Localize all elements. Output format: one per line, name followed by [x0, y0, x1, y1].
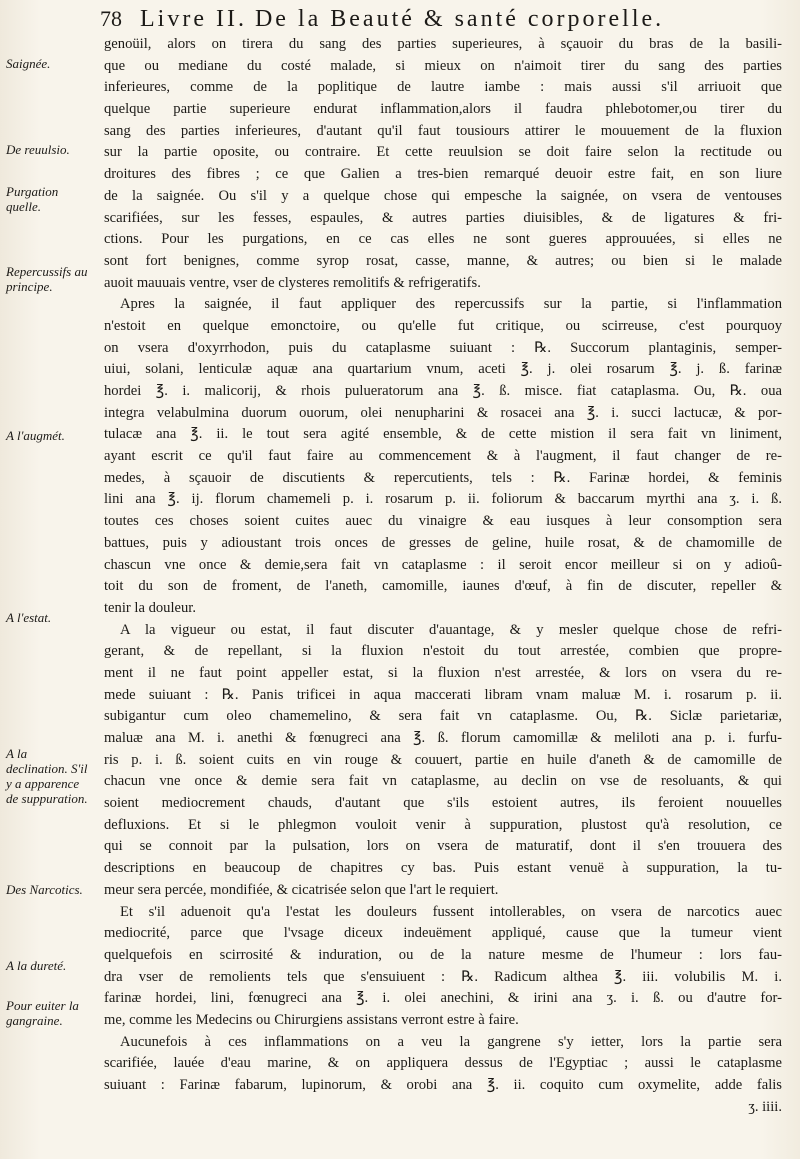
text-line: defluxions. Et si le phlegmon vouloit venir à suppuration, plustost qu'à resolution, ce	[104, 816, 782, 833]
text-line: on vsera d'oxyrrhodon, puis du cataplasme suiuant : ℞. Succorum plantaginis, semper-	[104, 339, 782, 356]
text-line: lini ana ℥. ij. florum chamemeli p. i. rosarum p. ii. foliorum & baccarum myrthi ana ʒ. i. ß.	[104, 491, 782, 508]
margin-note: Purgation quelle.	[6, 184, 59, 214]
text-line: farinæ hordei, lini, fœnugreci ana ℥. i. olei anechini, & irini ana ʒ. i. ß. ou d'autre for-	[104, 990, 782, 1007]
book-label: Livre II.	[140, 6, 247, 32]
text-line: ʒ. iiii.	[748, 1098, 782, 1115]
text-line: ctions. Pour les purgations, en ce cas elles ne sont gueres approuuées, si elles ne	[104, 231, 782, 248]
text-line: gerant, & de repellant, si la fluxion n'estoit du tout arrestée, combien que propre-	[104, 643, 782, 660]
margin-notes	[6, 0, 90, 1159]
text-line: subigantur cum oleo chamemelino, & sera fait vn cataplasme. Ou, ℞. Siclæ parietariæ,	[104, 708, 782, 725]
text-line: A la vigueur ou estat, il faut discuter d'auantage, & y mesler quelque chose de refri-	[120, 621, 782, 638]
margin-note: Saignée.	[6, 56, 51, 71]
text-line: integra velabulmina duorum ouorum, olei nenupharini & rosacei ana ℥. i. succi lactucæ, & por-	[104, 404, 782, 421]
text-line: ris p. i. ß. soient cuits en vin rouge & couuert, partie en huile d'aneth & de camomille de	[104, 751, 782, 768]
text-line: mede suiuant : ℞. Panis trificei in aqua maccerati libram vnam maluæ M. i. rosarum p. ii.	[104, 686, 782, 703]
text-line: descriptions en beaucoup de chapitres cy bas. Puis estant venuë à suppuration, la tu-	[104, 860, 782, 877]
text-line: inferieures, comme de la poplitique de lautre iambe : mais aussi s'il arriuoit que	[104, 79, 782, 96]
text-line: suiuant : Farinæ fabarum, lupinorum, & orobi ana ℥. ii. coquito cum oxymelite, adde falis	[104, 1077, 782, 1093]
margin-note: A l'estat.	[6, 610, 52, 625]
text-line: uiui, solani, lenticulæ aquæ ana quartarium vnum, aceti ℥. j. olei rosarum ℥. j. ß. farinæ	[104, 361, 782, 378]
margin-note: A la declination. S'il y a apparence de suppuration.	[6, 746, 88, 806]
text-line: mediocrité, parce que l'vsage diceux indeuëment appliqué, cause que la tumeur vient	[104, 925, 782, 942]
text-line: sont fort benignes, comme syrop rosat, casse, manne, & autres; ou bien si le malade	[104, 252, 782, 269]
text-line: quelquefois en scirrosité & induration, ou de la nature mesme de l'humeur : lors fau-	[104, 946, 782, 963]
margin-note: Pour euiter la gangraine.	[6, 998, 79, 1028]
margin-note: Des Narcotics.	[6, 882, 83, 897]
text-line: tenir la douleur.	[104, 599, 196, 616]
text-line: hordei ℥. i. malicorij, & rhois pulueratorum ana ℥. ß. misce. fiat cataplasma. Ou, ℞. oua	[104, 383, 782, 399]
text-line: ayant escrit ce qu'il faut faire au commencement & à l'augment, il faut changer de re-	[104, 448, 782, 465]
text-line: Et s'il aduenoit qu'a l'estat les douleurs fussent intollerables, on vsera de narcotics auec	[120, 903, 782, 920]
text-line: qui se connoit par la pulsation, lors on vsera de maturatif, dont il s'en trouuera des	[104, 838, 782, 855]
text-line: dra vser de remolients tels que s'ensuiuent : ℞. Radicum althea ℥. iii. volubilis M. i.	[104, 968, 782, 985]
text-line: ment il ne faut point appeller estat, si la fluxion n'est arrestée, & lors on vsera du re-	[104, 664, 782, 681]
margin-note: Repercussifs au principe.	[6, 264, 88, 294]
text-line: quelque partie superieure endurat inflammation,alors il faudra phlebotomer,ou tirer du	[104, 101, 782, 118]
text-line: scarifiées, sur les fesses, espaules, & autres parties diuisibles, & de ligatures & fri-	[104, 209, 782, 226]
text-line: me, comme les Medecins ou Chirurgiens assistans verront estre à faire.	[104, 1011, 519, 1028]
text-line: chacun vne once & demie sera fait vn cataplasme, au declin on vse de resoluants, & qui	[104, 773, 782, 790]
text-line: medes, à sçauoir de discutients & repercutients, tels : ℞. Farinæ hordei, & feminis	[104, 469, 782, 486]
text-line: sur la partie oposite, ou contraire. Et cette reuulsion se doit faire selon la rectitude ou	[104, 144, 782, 161]
text-line: de la saignée. Ou s'il y a quelque chose qui empesche la saignée, on vsera de ventouses	[104, 187, 782, 204]
page-number: 78	[100, 6, 122, 31]
body-text	[104, 34, 782, 1154]
text-line: auoit mauuais ventre, vser de clysteres remolitifs & refrigeratifs.	[104, 274, 481, 291]
text-line: battues, puis y adioustant trois onces de gresses de geline, huile rosat, & de chamomille de	[104, 534, 782, 551]
text-line: que ou mediane du costé malade, si mieux on n'aimoit tirer du sang des parties	[104, 57, 782, 74]
text-line: toit du son de froment, de l'aneth, camomille, iaunes d'œuf, à fin de discuter, repeller &	[104, 578, 782, 595]
chapter-title: De la Beauté & santé corporelle.	[254, 6, 665, 32]
text-line: droitures des fibres ; ce que Galien a tres-bien remarqué deuoir estre fait, en son liure	[104, 166, 782, 183]
text-line: scarifiée, lauée d'eau marine, & on appliquera dessus de l'Egyptiac ; aussi le cataplasme	[104, 1055, 782, 1072]
margin-note: A la dureté.	[6, 958, 67, 973]
text-line: meur sera percée, mondifiée, & cicatrisée selon que l'art le requiert.	[104, 881, 499, 898]
text-line: sang des parties inferieures, d'autant qu'il faut tousiours attirer le mouuement de la fluxion	[104, 122, 782, 139]
text-line: maluæ ana M. i. anethi & fœnugreci ana ℥. ß. florum camomillæ & meliloti ana p. i. furfu-	[104, 730, 782, 746]
text-line: soient mediocrement chauds, d'autant que s'ils estoient autres, ils feroient nouuelles	[104, 795, 782, 812]
margin-note: A l'augmét.	[6, 428, 65, 443]
margin-note: De reuulsio.	[6, 142, 70, 157]
text-line: n'estoit en quelque emonctoire, ou qu'elle fut critique, ou scirreuse, c'est pourquoy	[104, 317, 782, 334]
text-line: chascun vne once & demie,sera fait vn cataplasme : il seroit encor meilleur si on y adioû-	[104, 556, 782, 573]
text-line: Apres la saignée, il faut appliquer des repercussifs sur la partie, si l'inflammation	[120, 296, 782, 313]
text-line: tulacæ ana ℥. ii. le tout sera agité ensemble, & de cette mistion il sera fait vn liniment,	[104, 426, 782, 443]
text-line: Aucunefois à ces inflammations on a veu la gangrene s'y ietter, lors la partie sera	[120, 1033, 782, 1050]
text-line: toutes ces choses soient cuites auec du vinaigre & eau iusques à leur consomption sera	[104, 513, 782, 530]
text-line: genoüil, alors on tirera du sang des parties superieures, à sçauoir du bras de la basili-	[104, 36, 782, 52]
